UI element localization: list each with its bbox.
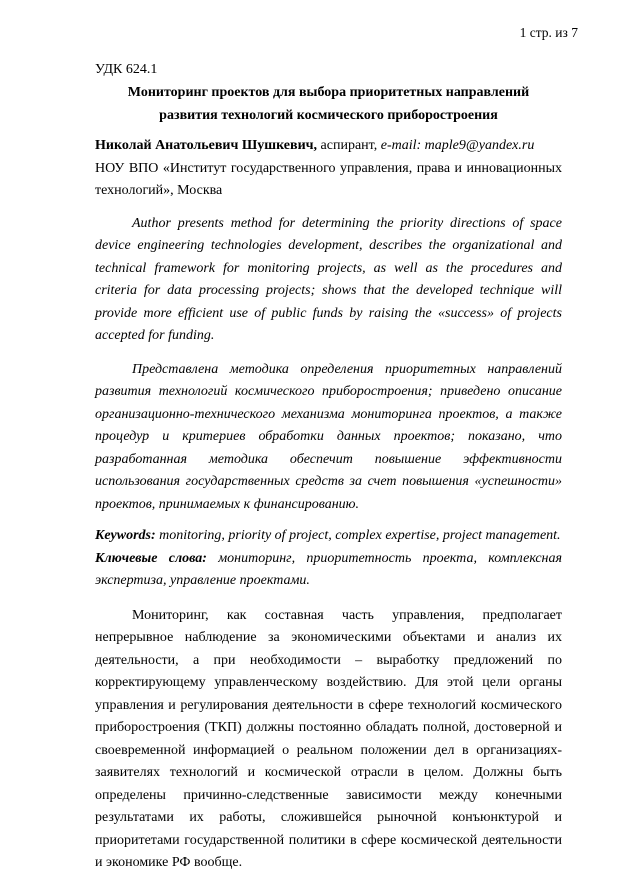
article-title [95, 81, 562, 127]
keywords-russian-text: мониторинг, приоритетность проекта, комплексная экспертиза, управление проектами. [95, 550, 562, 588]
keywords-russian [95, 548, 562, 593]
keywords-english-text: monitoring, priority of project, complex expertise, project management. [155, 528, 561, 543]
author-email: e-mail: maple9@yandex.ru [380, 138, 535, 153]
article-title-line2: развития технологий космического приборостроения [159, 108, 498, 123]
author-name: Николай Анатольевич Шушкевич, [95, 138, 321, 153]
page-number-indicator: 1 стр. из 7 [519, 25, 578, 40]
keywords-russian-label: Ключевые слова: [95, 550, 207, 566]
keywords-english-label: Keywords: [95, 528, 156, 543]
author-line [95, 135, 562, 158]
keywords-english [95, 525, 562, 548]
affiliation: НОУ ВПО «Институт государственного управления, права и инновационных технологий», Москва [95, 160, 562, 198]
udc-code: УДК 624.1 [95, 61, 158, 77]
article-title-line1: Мониторинг проектов для выбора приоритетных направлений [127, 85, 530, 100]
abstract-russian: Представлена методика определения приоритетных направлений развития технологий космического приборостроения; приведено описание организационно-технического механизма мониторинга проектов, а также процедур и критериев обработки данных проектов; показано, что разработанная методика обеспечит повышение эффективности использования государственных средств за счет повышения «успешности» проектов, принимаемых к финансированию. [95, 361, 562, 512]
author-role: аспирант, [320, 138, 381, 153]
abstract-english: Author presents method for determining the priority directions of space device engineering technologies development, describes the organizational and technical framework for monitoring projects, as well as the procedures and criteria for data processing projects; shows that the developed technique will provide more efficient use of public funds by raising the «success» of projects accepted for funding. [95, 215, 562, 343]
body-paragraph: Мониторинг, как составная часть управления, предполагает непрерывное наблюдение за экономическими объектами и анализ их деятельности, а при необходимости – выработку предложений по корректирующему управленческому воздействию. Для этой цели органы управления и регулирования деятельности в сфере технологий космического приборостроения (ТКП) должны постоянно обладать полной, достоверной и своевременной информацией о реальном положении дел в организациях-заявителях технологий и космической отрасли в целом. Должны быть определены причинно-следственные зависимости между конечными результатами их работы, сложившейся рыночной конъюнктурой и приоритетами государственной политики в сфере космической деятельности и экономике РФ вообще. [95, 607, 562, 870]
